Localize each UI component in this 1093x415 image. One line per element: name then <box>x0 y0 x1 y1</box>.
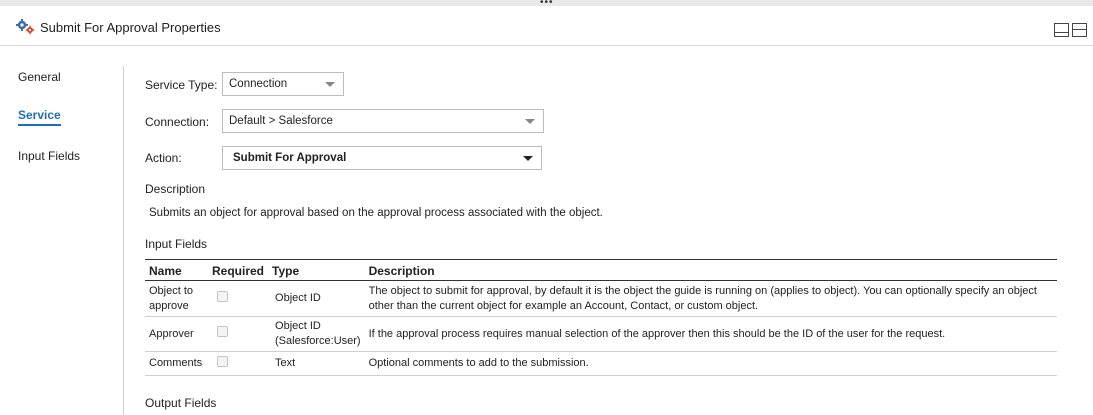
connection-value: Default > Salesforce <box>229 115 333 127</box>
field-type: Text <box>268 352 365 376</box>
nav-item-general[interactable]: General <box>18 70 61 84</box>
connection-select[interactable] <box>222 109 544 133</box>
panel-title: Submit For Approval Properties <box>40 20 221 35</box>
field-name: Approver <box>145 317 208 352</box>
field-name-line1: Object to <box>149 284 194 297</box>
field-name: Comments <box>145 352 208 376</box>
field-description: Optional comments to add to the submission. <box>365 352 1057 376</box>
field-name-line2: approve <box>149 299 189 312</box>
action-select[interactable] <box>222 146 542 170</box>
chevron-down-icon <box>325 82 335 87</box>
field-description <box>365 281 1057 317</box>
layout-toggle-group <box>1054 23 1087 37</box>
input-fields-table <box>145 259 1057 376</box>
properties-header <box>0 6 1093 46</box>
required-cell <box>208 317 268 352</box>
table-row <box>145 281 1057 317</box>
connection-label: Connection: <box>145 115 210 129</box>
gear-icon <box>16 19 36 38</box>
col-description: Description <box>365 260 1057 281</box>
layout-single-icon[interactable] <box>1054 23 1069 37</box>
layout-split-icon[interactable] <box>1072 23 1087 37</box>
service-type-value: Connection <box>229 78 288 90</box>
drag-handle[interactable]: ••• <box>540 0 554 8</box>
required-checkbox[interactable] <box>217 291 228 302</box>
chevron-down-icon <box>523 156 533 161</box>
field-type-line1: Object ID <box>275 320 321 332</box>
description-text: Submits an object for approval based on the approval process associated with the object. <box>149 207 603 219</box>
field-type <box>268 317 365 352</box>
nav-item-input-fields[interactable]: Input Fields <box>18 149 81 163</box>
field-description-line1: The object to submit for approval, by default it is the object the guide is running on (applies to object). You can optionally specify an object <box>368 284 1037 297</box>
chevron-down-icon <box>525 119 535 124</box>
action-label: Action: <box>145 151 182 165</box>
field-name <box>145 281 208 317</box>
required-checkbox[interactable] <box>217 356 228 367</box>
action-value: Submit For Approval <box>233 152 347 164</box>
col-required: Required <box>208 260 268 281</box>
nav-divider <box>123 66 124 415</box>
required-cell <box>208 352 268 376</box>
field-type: Object ID <box>268 281 365 317</box>
required-cell <box>208 281 268 317</box>
col-name: Name <box>145 260 208 281</box>
input-fields-heading: Input Fields <box>145 237 208 251</box>
col-type: Type <box>268 260 365 281</box>
required-checkbox[interactable] <box>217 326 228 337</box>
description-heading: Description <box>145 182 206 196</box>
table-row <box>145 317 1057 352</box>
service-type-label: Service Type: <box>145 78 218 92</box>
output-fields-heading: Output Fields <box>145 396 217 410</box>
field-description-line2: other than the current object for example an Account, Contact, or custom object. <box>368 299 759 312</box>
field-type-line2: (Salesforce:User) <box>275 335 361 347</box>
table-row <box>145 352 1057 376</box>
table-header-row <box>145 260 1057 281</box>
field-description: If the approval process requires manual selection of the approver then this should be the ID of the user for the request. <box>365 317 1057 352</box>
nav-item-service[interactable]: Service <box>18 108 61 122</box>
service-type-select[interactable] <box>222 72 344 96</box>
